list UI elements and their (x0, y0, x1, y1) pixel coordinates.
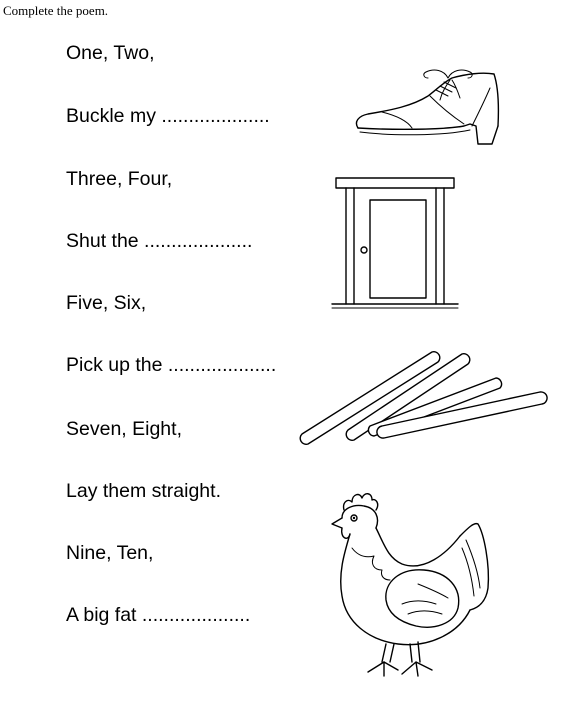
poem-line-10: A big fat .................... (66, 604, 251, 626)
instruction-text: Complete the poem. (3, 3, 109, 18)
poem-line-5: Five, Six, (66, 292, 147, 314)
poem-line-6: Pick up the .................... (66, 354, 277, 376)
shoe-icon (352, 66, 512, 156)
poem-line-7: Seven, Eight, (66, 418, 182, 440)
poem-line-3: Three, Four, (66, 168, 173, 190)
door-icon (332, 178, 458, 312)
poem-line-9: Nine, Ten, (66, 542, 154, 564)
poem-line-1: One, Two, (66, 42, 155, 64)
hen-icon (328, 484, 496, 682)
poem-line-2: Buckle my .................... (66, 105, 270, 127)
poem-line-8: Lay them straight. (66, 480, 221, 502)
poem-line-4: Shut the .................... (66, 230, 253, 252)
sticks-icon (294, 346, 550, 450)
